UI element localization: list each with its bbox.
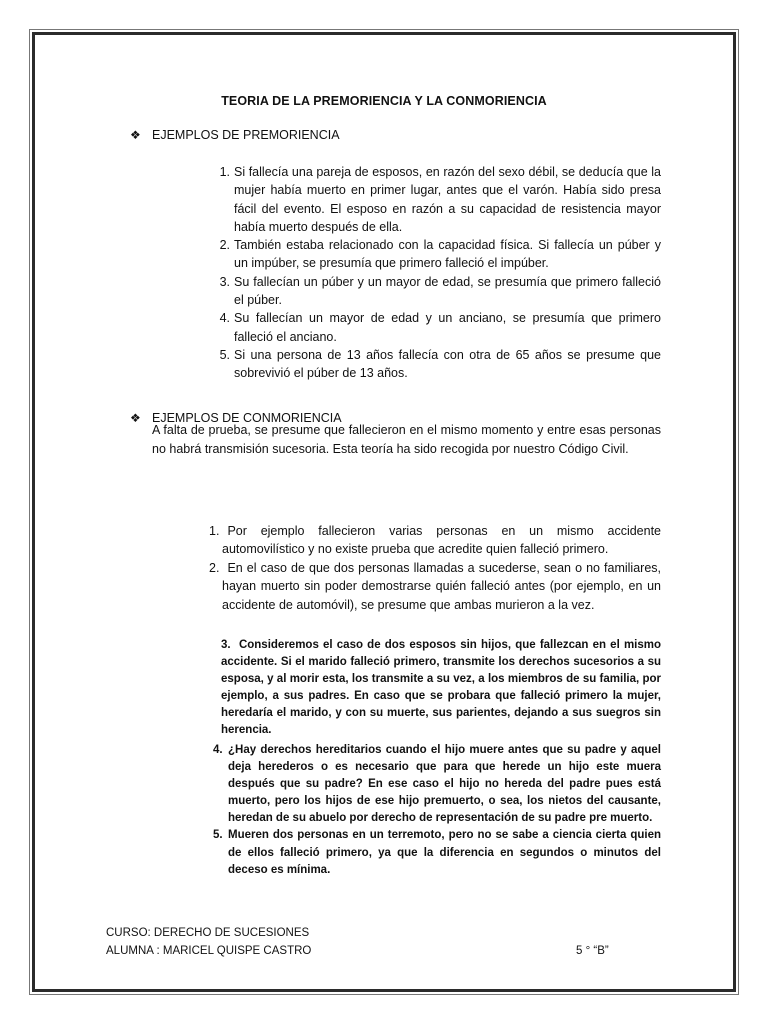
diamond-bullet-icon: ❖ bbox=[130, 411, 141, 425]
conmoriencia-list-a bbox=[209, 522, 661, 614]
list-item: 3. Consideremos el caso de dos esposos sin hijos, que fallezcan en el mismo accidente. Si el marido falleció primero, transmite los derechos sucesorios a su esposa, y al morir esta, los transmite a su vez, a los miembros de su familia, por ejemplo, a sus padres. En caso que se probara que falleció primero la mujer, heredaría el marido, y con su muerte, sus parientes, dejando a sus suegros sin herencia. bbox=[221, 639, 662, 737]
premoriencia-list bbox=[219, 163, 661, 383]
conmoriencia-list-c bbox=[213, 742, 661, 879]
list-item: 5. Mueren dos personas en un terremoto, pero no se sabe a ciencia cierta quien de ellos falleció primero, ya que la diferencia en segundos o minutos del deceso es mínima. bbox=[213, 829, 661, 876]
section-heading-premoriencia bbox=[130, 128, 340, 142]
diamond-bullet-icon: ❖ bbox=[130, 128, 141, 142]
list-item: 4. Su fallecían un mayor de edad y un anciano, se presumía que primero falleció el anciano. bbox=[219, 311, 661, 344]
conmoriencia-paragraph: A falta de prueba, se presume que fallecieron en el mismo momento y entre esas personas no habrá transmisión sucesoria. Esta teoría ha sido recogida por nuestro Código Civil. bbox=[152, 423, 661, 456]
section-heading-text: EJEMPLOS DE PREMORIENCIA bbox=[152, 128, 340, 142]
footer-course: CURSO: DERECHO DE SUCESIONES bbox=[106, 927, 310, 939]
conmoriencia-list-b bbox=[221, 637, 661, 740]
footer-grade: 5 ° “B” bbox=[576, 945, 609, 957]
footer-student: ALUMNA : MARICEL QUISPE CASTRO bbox=[106, 945, 312, 957]
list-item: 1. Por ejemplo fallecieron varias personas en un mismo accidente automovilístico y no existe prueba que acredite quien falleció primero. bbox=[209, 524, 661, 557]
list-item: 2. También estaba relacionado con la capacidad física. Si fallecía un púber y un impúber, se presumía que primero falleció el impúber. bbox=[219, 238, 661, 271]
list-item: 5. Si una persona de 13 años fallecía con otra de 65 años se presume que sobrevivió el púber de 13 años. bbox=[219, 347, 661, 381]
document-title: TEORIA DE LA PREMORIENCIA Y LA CONMORIENCIA bbox=[221, 94, 547, 108]
list-item: 4. ¿Hay derechos hereditarios cuando el hijo muere antes que su padre y aquel deja herederos o es necesario que para que herede un hijo este muera después que su padre? En ese caso el hijo no hereda del padre pues está muerto, pero los hijos de ese hijo premuerto, o sea, los nietos del causante, heredan de su abuelo por derecho de representación de su padre pre muerto. bbox=[213, 744, 661, 825]
list-item: 1. Si fallecía una pareja de esposos, en razón del sexo débil, se deducía que la mujer había muerto en primer lugar, antes que el varón. Había sido presa fácil del evento. El esposo en razón a su capacidad de resistencia mayor había muerto después de ella. bbox=[219, 165, 661, 234]
list-item: 2. En el caso de que dos personas llamadas a sucederse, sean o no familiares, hayan muerto sin poder demostrarse quién falleció antes (por ejemplo, en un accidente de automóvil), se presume que ambas murieron a la vez. bbox=[209, 560, 661, 612]
list-item: 3. Su fallecían un púber y un mayor de edad, se presumía que primero falleció el púber. bbox=[219, 274, 661, 308]
section-heading-text: EJEMPLOS DE CONMORIENCIA bbox=[152, 411, 342, 425]
